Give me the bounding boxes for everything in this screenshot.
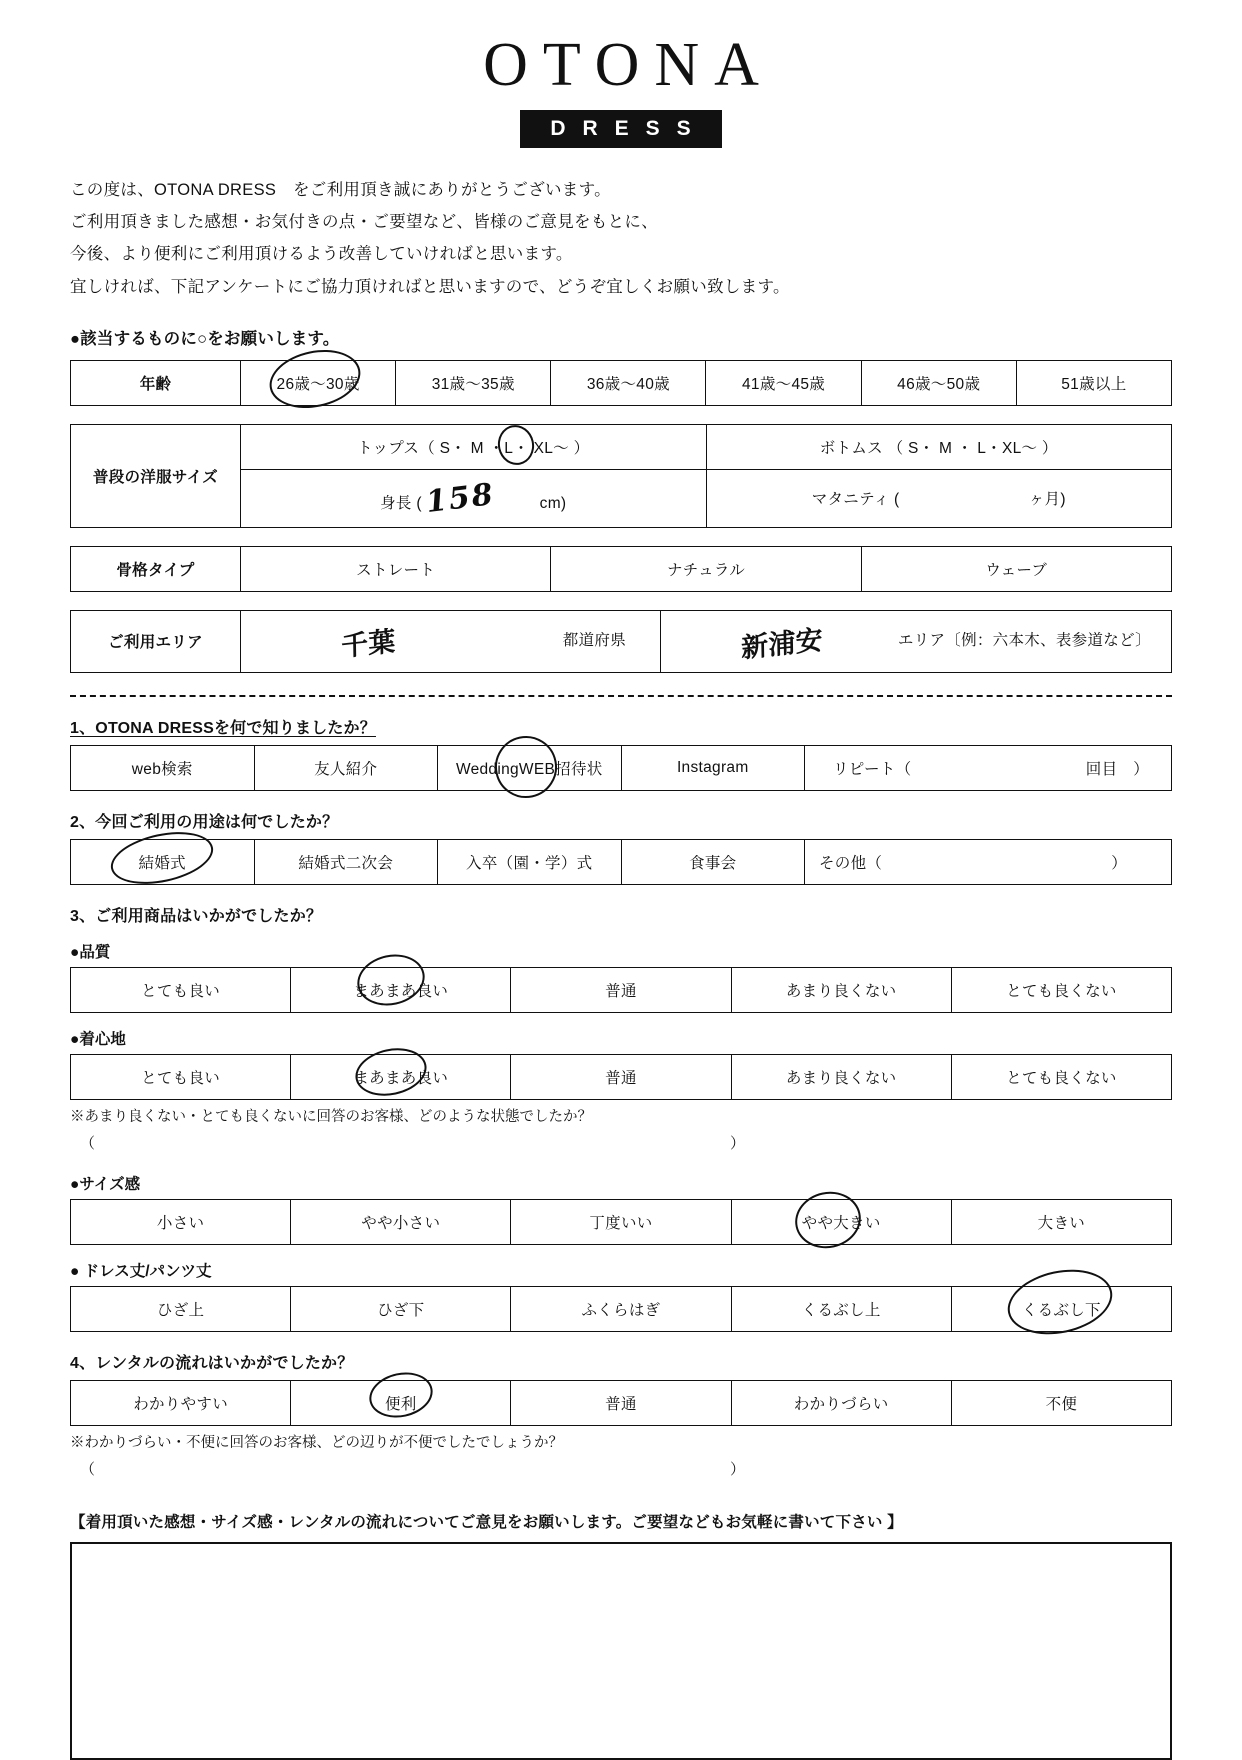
- q1-option-wedding-web[interactable]: [438, 745, 622, 790]
- fit-option-large[interactable]: [951, 1199, 1171, 1244]
- height-label: 身長 (: [380, 494, 422, 512]
- age-option-51-plus[interactable]: [1016, 360, 1171, 405]
- table-row: [71, 967, 1172, 1012]
- bone-type-table: [70, 546, 1172, 592]
- question-3-heading: 3、ご利用商品はいかがでしたか？: [70, 907, 323, 925]
- quality-option-very-good[interactable]: [71, 967, 291, 1012]
- quality-option-very-bad[interactable]: [951, 967, 1171, 1012]
- length-option-label: ひざ下: [377, 1301, 425, 1319]
- q4-option-easy[interactable]: [71, 1380, 291, 1425]
- comfort-option-normal[interactable]: [511, 1054, 731, 1099]
- q1-option-friend[interactable]: [254, 745, 438, 790]
- length-option-label: ふくらはぎ: [581, 1301, 661, 1319]
- q1-option-instagram[interactable]: [621, 745, 805, 790]
- bone-option-wave[interactable]: [861, 546, 1171, 591]
- q2-option-label: 結婚式: [138, 854, 186, 872]
- age-option-36-40[interactable]: [551, 360, 706, 405]
- fit-option-label: 小さい: [156, 1214, 205, 1232]
- question-2-heading: 2、今回ご利用の用途は何でしたか？: [70, 813, 339, 831]
- quality-option-label: あまり良くない: [785, 982, 897, 1000]
- age-option-label: 46歳～50歳: [897, 375, 981, 393]
- length-option-below-knee[interactable]: [291, 1286, 511, 1331]
- q1-option-label: Instagram: [676, 758, 749, 776]
- table-row: [71, 424, 1172, 469]
- fit-option-small[interactable]: [71, 1199, 291, 1244]
- q1-option-web-search[interactable]: [71, 745, 255, 790]
- q3-quality-label: ●品質: [70, 943, 111, 961]
- comfort-option-fairly-good[interactable]: [291, 1054, 511, 1099]
- bottoms-size-cell[interactable]: [706, 424, 1172, 469]
- q2-option-label: 結婚式二次会: [298, 854, 394, 872]
- q1-table: [70, 745, 1172, 791]
- age-option-41-45[interactable]: [706, 360, 861, 405]
- age-option-46-50[interactable]: [861, 360, 1016, 405]
- comfort-option-very-bad[interactable]: [951, 1054, 1171, 1099]
- height-unit: cm): [539, 494, 567, 512]
- fit-option-label: やや小さい: [361, 1214, 441, 1232]
- q4-option-confusing[interactable]: [731, 1380, 951, 1425]
- length-option-calf[interactable]: [511, 1286, 731, 1331]
- intro-line-4: 宜しければ、下記アンケートにご協力頂ければと思いますので、どうぞ宜しくお願い致します。: [70, 277, 790, 296]
- q2-option-dinner[interactable]: [621, 839, 805, 884]
- comfort-option-label: とても良い: [141, 1069, 221, 1087]
- logo-otona-text: OTONA: [483, 31, 774, 99]
- q2-other-suffix: ）: [1111, 854, 1127, 872]
- maternity-label: マタニティ (: [811, 491, 900, 509]
- question-4-heading: 4、レンタルの流れはいかがでしたか？: [70, 1354, 354, 1372]
- fit-option-label: やや大きい: [801, 1214, 881, 1232]
- q1-option-label: 友人紹介: [314, 760, 378, 778]
- open-paren: （: [80, 1134, 96, 1152]
- bone-option-straight[interactable]: [241, 546, 551, 591]
- area-example-label: エリア〔例：六本木、表参道など〕: [897, 631, 1151, 649]
- close-paren: ）: [730, 1134, 746, 1152]
- table-row: [71, 546, 1172, 591]
- comfort-option-label: まあまあ良い: [353, 1069, 449, 1087]
- q4-note: ※わかりづらい・不便に回答のお客様、どの辺りが不便でしたでしょうか？: [70, 1434, 563, 1451]
- instruction-text: ●該当するものに○をお願いします。: [70, 329, 340, 348]
- quality-option-not-good[interactable]: [731, 967, 951, 1012]
- table-row: [71, 1380, 1172, 1425]
- q4-option-convenient[interactable]: [291, 1380, 511, 1425]
- length-option-label: ひざ上: [156, 1301, 205, 1319]
- comfort-option-label: 普通: [605, 1069, 637, 1087]
- bone-option-label: ストレート: [356, 561, 436, 579]
- height-handwritten-value: 158: [424, 476, 497, 520]
- table-row: [71, 610, 1172, 672]
- area-name-cell[interactable]: [661, 610, 1172, 672]
- q4-option-label: わかりやすい: [133, 1395, 228, 1413]
- logo-dress-text: DRESS: [520, 110, 721, 148]
- fit-option-slightly-small[interactable]: [291, 1199, 511, 1244]
- prefecture-cell[interactable]: [241, 610, 661, 672]
- q2-option-other[interactable]: [805, 839, 1172, 884]
- length-option-label: くるぶし上: [801, 1301, 881, 1319]
- q3-comfort-table: [70, 1054, 1172, 1100]
- quality-option-normal[interactable]: [511, 967, 731, 1012]
- length-option-below-ankle[interactable]: [951, 1286, 1171, 1331]
- intro-line-3: 今後、より便利にご利用頂けるよう改善していければと思います。: [70, 245, 573, 264]
- age-option-31-35[interactable]: [396, 360, 551, 405]
- intro-line-2: ご利用頂きました感想・お気付きの点・ご要望など、皆様のご意見をもとに、: [70, 213, 658, 232]
- comfort-option-label: とても良くない: [1006, 1069, 1117, 1087]
- q3-length-label: ● ドレス丈/パンツ丈: [70, 1262, 212, 1280]
- open-paren: （: [80, 1460, 96, 1478]
- q3-fit-label: ●サイズ感: [70, 1175, 141, 1193]
- q1-repeat-suffix: 回目 ）: [1085, 760, 1149, 778]
- fit-option-label: 丁度いい: [589, 1214, 653, 1232]
- q3-comfort-answer-field[interactable]: [70, 1132, 1172, 1158]
- table-row: [71, 1054, 1172, 1099]
- quality-option-label: 普通: [605, 982, 637, 1000]
- clothing-size-table: [70, 424, 1172, 528]
- comment-textarea[interactable]: [70, 1542, 1172, 1760]
- q2-option-label: 食事会: [689, 854, 737, 872]
- area-table: [70, 610, 1172, 673]
- prefecture-label: 都道府県: [562, 631, 626, 649]
- comfort-option-not-good[interactable]: [731, 1054, 951, 1099]
- q3-quality-table: [70, 967, 1172, 1013]
- table-row: [71, 1199, 1172, 1244]
- maternity-cell[interactable]: [706, 469, 1172, 527]
- age-option-label: 51歳以上: [1061, 375, 1127, 393]
- fit-option-slightly-large[interactable]: [731, 1199, 951, 1244]
- section-divider: [70, 695, 1172, 697]
- table-row: [71, 745, 1172, 790]
- comfort-option-label: あまり良くない: [785, 1069, 897, 1087]
- tops-size-label: トップス（ S・ M ・L・ XL～ ）: [357, 439, 590, 457]
- bone-row-label: 骨格タイプ: [71, 546, 241, 591]
- comfort-option-very-good[interactable]: [71, 1054, 291, 1099]
- q1-option-label: リピート（: [833, 760, 912, 778]
- brand-logo: [70, 0, 1172, 148]
- length-option-above-knee[interactable]: [71, 1286, 291, 1331]
- q4-option-normal[interactable]: [511, 1380, 731, 1425]
- ink-circle-marker: [365, 1367, 437, 1423]
- q4-option-label: 便利: [384, 1395, 417, 1413]
- fit-option-just-right[interactable]: [511, 1199, 731, 1244]
- bottoms-size-label: ボトムス （ S・ M ・ L・XL～ ）: [819, 439, 1058, 457]
- close-paren: ）: [730, 1460, 746, 1478]
- age-option-label: 31歳～35歳: [431, 375, 515, 393]
- age-table: [70, 360, 1172, 406]
- quality-option-label: とても良くない: [1006, 982, 1117, 1000]
- q2-option-label: その他（: [819, 854, 883, 872]
- tops-size-cell[interactable]: [241, 424, 707, 469]
- q4-answer-field[interactable]: [70, 1458, 1172, 1484]
- height-cell[interactable]: [241, 469, 707, 527]
- q4-option-inconvenient[interactable]: [951, 1380, 1171, 1425]
- quality-option-fairly-good[interactable]: [291, 967, 511, 1012]
- q1-option-label: web検索: [131, 760, 193, 778]
- age-option-26-30[interactable]: [241, 360, 396, 405]
- age-row-label: 年齢: [71, 360, 241, 405]
- q3-length-table: [70, 1286, 1172, 1332]
- comment-heading: 【着用頂いた感想・サイズ感・レンタルの流れについてご意見をお願いします。ご要望などもお気軽に書いて下さい 】: [70, 1513, 903, 1531]
- q1-option-repeat[interactable]: [805, 745, 1172, 790]
- q2-option-ceremony[interactable]: [438, 839, 622, 884]
- bone-option-label: ウェーブ: [985, 561, 1048, 579]
- table-row: [71, 1286, 1172, 1331]
- length-option-label: くるぶし下: [1021, 1301, 1101, 1319]
- area-row-label: ご利用エリア: [71, 610, 241, 672]
- age-option-label: 36歳～40歳: [586, 375, 670, 393]
- intro-line-1: この度は、OTONA DRESS をご利用頂き誠にありがとうございます。: [70, 181, 611, 199]
- q3-comfort-note: ※あまり良くない・とても良くないに回答のお客様、どのような状態でしたか？: [70, 1108, 592, 1125]
- q2-table: [70, 839, 1172, 885]
- bone-option-label: ナチュラル: [666, 561, 746, 579]
- size-row-label: 普段の洋服サイズ: [71, 424, 241, 527]
- q4-option-label: わかりづらい: [793, 1395, 889, 1413]
- question-1-heading: 1、OTONA DRESSを何で知りましたか？: [70, 719, 376, 737]
- q3-fit-table: [70, 1199, 1172, 1245]
- q4-table: [70, 1380, 1172, 1426]
- table-row: [71, 839, 1172, 884]
- bone-option-natural[interactable]: [551, 546, 861, 591]
- intro-paragraph: [70, 174, 1172, 303]
- quality-option-label: とても良い: [141, 982, 221, 1000]
- q4-option-label: 不便: [1045, 1395, 1078, 1413]
- q1-option-label: WeddingWEB招待状: [455, 760, 603, 778]
- area-handwritten-value: 新浦安: [741, 624, 824, 665]
- age-option-label: 41歳～45歳: [742, 375, 826, 393]
- q4-option-label: 普通: [605, 1395, 637, 1413]
- length-option-above-ankle[interactable]: [731, 1286, 951, 1331]
- q2-option-after-party[interactable]: [254, 839, 438, 884]
- table-row: [71, 360, 1172, 405]
- fit-option-label: 大きい: [1037, 1214, 1086, 1232]
- q2-option-wedding[interactable]: [71, 839, 255, 884]
- age-option-label: 26歳～30歳: [276, 375, 360, 393]
- q2-option-label: 入卒（園・学）式: [466, 854, 593, 872]
- quality-option-label: まあまあ良い: [353, 982, 449, 1000]
- q3-comfort-label: ●着心地: [70, 1030, 126, 1048]
- prefecture-handwritten-value: 千葉: [340, 625, 396, 663]
- maternity-unit: ヶ月): [1028, 491, 1066, 509]
